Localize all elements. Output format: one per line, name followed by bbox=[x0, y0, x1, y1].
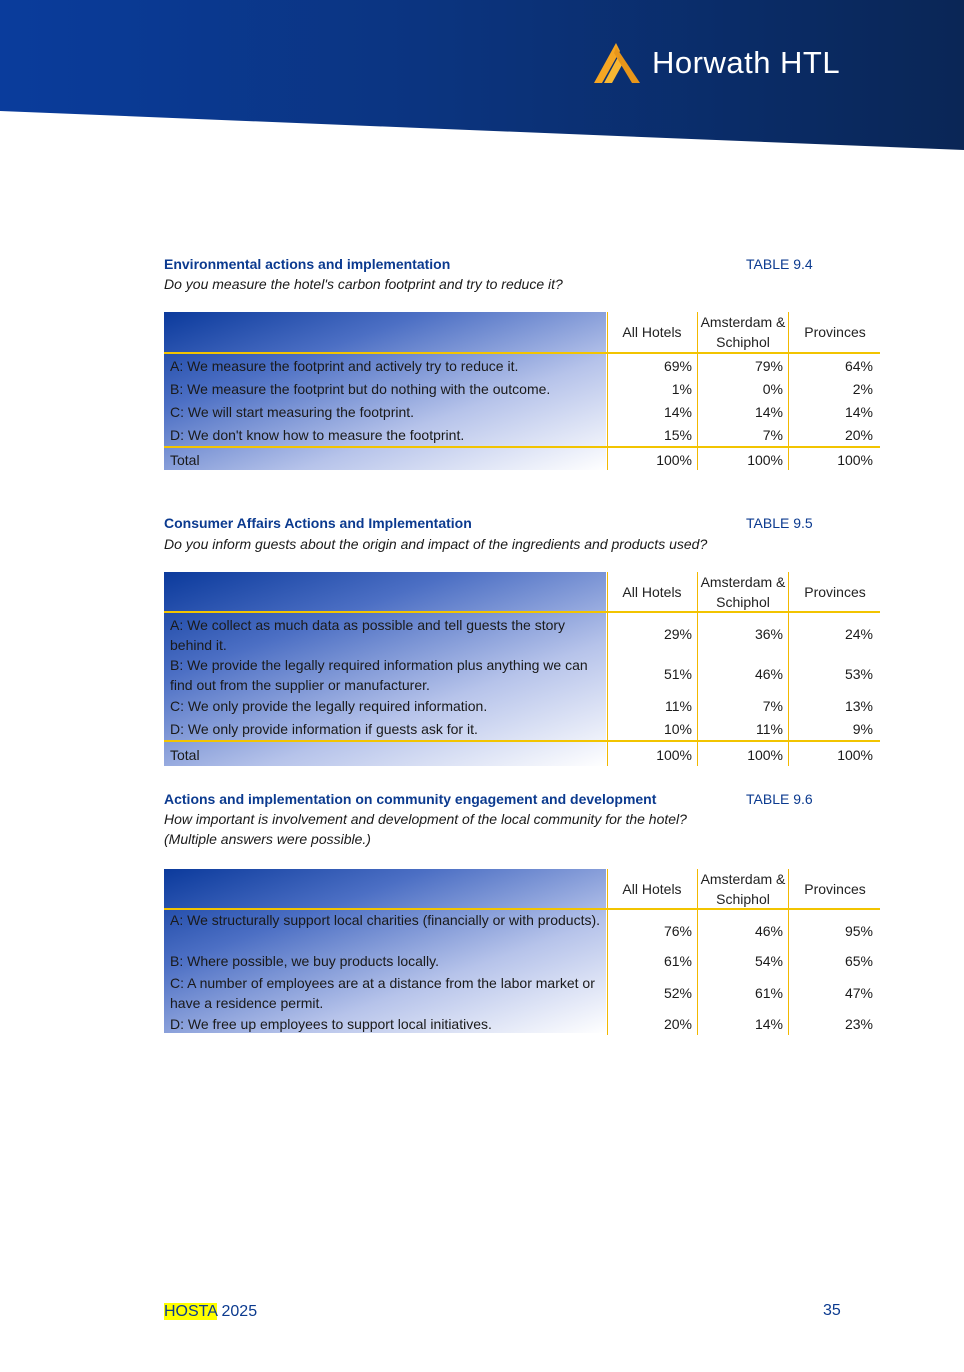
cell-all-hotels: 20% bbox=[663, 1016, 692, 1032]
column-header: All Hotels bbox=[622, 584, 682, 600]
row-label: Total bbox=[170, 452, 200, 468]
column-header: Provinces bbox=[804, 584, 866, 600]
column-header: All Hotels bbox=[622, 324, 682, 340]
row-label: A: We collect as much data as possible and tell guests the story behind it. bbox=[170, 617, 566, 653]
horwath-logo-icon bbox=[594, 43, 640, 83]
row-label: B: We measure the footprint but do nothing with the outcome. bbox=[170, 381, 551, 397]
table-row bbox=[164, 951, 880, 973]
table-row bbox=[164, 402, 880, 424]
cell-provinces: 20% bbox=[844, 427, 873, 443]
cell-amsterdam: 54% bbox=[754, 953, 783, 969]
column-header: Amsterdam & Schiphol bbox=[700, 871, 786, 907]
cell-all-hotels: 100% bbox=[656, 747, 692, 763]
report-name: HOSTA bbox=[164, 1303, 218, 1320]
cell-amsterdam: 7% bbox=[762, 427, 783, 443]
column-header: Amsterdam & Schiphol bbox=[700, 574, 786, 610]
brand-name: Horwath HTL bbox=[652, 45, 841, 80]
brand-logo bbox=[594, 42, 840, 84]
cell-all-hotels: 100% bbox=[656, 452, 692, 468]
table-row bbox=[164, 615, 880, 655]
row-label: C: A number of employees are at a distance from the labor market or have a residence permit. bbox=[170, 975, 595, 1011]
cell-all-hotels: 11% bbox=[665, 698, 692, 714]
cell-amsterdam: 100% bbox=[747, 747, 783, 763]
column-header: Provinces bbox=[804, 324, 866, 340]
table-row bbox=[164, 655, 880, 695]
row-label: D: We only provide information if guests ask for it. bbox=[170, 721, 478, 737]
cell-provinces: 24% bbox=[844, 626, 873, 642]
cell-amsterdam: 46% bbox=[754, 666, 783, 682]
cell-amsterdam: 46% bbox=[754, 923, 783, 939]
table-row bbox=[164, 356, 880, 378]
cell-provinces: 13% bbox=[844, 698, 873, 714]
cell-provinces: 9% bbox=[852, 721, 873, 737]
table-row bbox=[164, 379, 880, 401]
cell-amsterdam: 11% bbox=[756, 721, 783, 737]
header-rule bbox=[164, 611, 880, 613]
row-label: Total bbox=[170, 747, 200, 763]
cell-provinces: 2% bbox=[852, 381, 873, 397]
total-rule bbox=[164, 740, 880, 742]
table-number: TABLE 9.4 bbox=[746, 256, 813, 272]
row-label: A: We structurally support local charities (financially or with products). bbox=[170, 912, 601, 928]
question: How important is involvement and development of the local community for the hotel? bbox=[164, 811, 687, 827]
row-label: B: Where possible, we buy products locally. bbox=[170, 953, 439, 969]
cell-provinces: 47% bbox=[844, 985, 873, 1001]
question-note: (Multiple answers were possible.) bbox=[164, 831, 371, 847]
data-table bbox=[164, 869, 880, 1035]
table-row bbox=[164, 910, 880, 950]
table-row bbox=[164, 425, 880, 447]
row-label: C: We only provide the legally required information. bbox=[170, 698, 488, 714]
cell-amsterdam: 100% bbox=[747, 452, 783, 468]
total-row bbox=[164, 450, 880, 472]
section-title: Consumer Affairs Actions and Implementation bbox=[164, 515, 472, 531]
cell-amsterdam: 7% bbox=[762, 698, 783, 714]
table-row bbox=[164, 719, 880, 741]
cell-amsterdam: 0% bbox=[762, 381, 783, 397]
cell-all-hotels: 61% bbox=[663, 953, 692, 969]
cell-amsterdam: 14% bbox=[754, 1016, 783, 1032]
cell-all-hotels: 76% bbox=[663, 923, 692, 939]
table-number: TABLE 9.6 bbox=[746, 791, 813, 807]
column-header: Provinces bbox=[804, 881, 866, 897]
cell-provinces: 100% bbox=[837, 452, 873, 468]
table-row bbox=[164, 973, 880, 1013]
table-row bbox=[164, 696, 880, 718]
cell-provinces: 95% bbox=[844, 923, 873, 939]
cell-amsterdam: 79% bbox=[754, 358, 783, 374]
table-number: TABLE 9.5 bbox=[746, 515, 813, 531]
section-title: Environmental actions and implementation bbox=[164, 256, 451, 272]
column-header: All Hotels bbox=[622, 881, 682, 897]
table-row bbox=[164, 1014, 880, 1036]
cell-amsterdam: 14% bbox=[754, 404, 783, 420]
cell-provinces: 100% bbox=[837, 747, 873, 763]
question: Do you inform guests about the origin and impact of the ingredients and products used? bbox=[164, 536, 708, 552]
row-label: C: We will start measuring the footprint. bbox=[170, 404, 415, 420]
report-year: 2025 bbox=[221, 1303, 258, 1320]
cell-provinces: 23% bbox=[844, 1016, 873, 1032]
cell-all-hotels: 15% bbox=[663, 427, 692, 443]
footer-report bbox=[164, 1303, 257, 1321]
cell-provinces: 64% bbox=[844, 358, 873, 374]
page-number: 35 bbox=[823, 1302, 841, 1319]
total-rule bbox=[164, 446, 880, 448]
row-label: B: We provide the legally required information plus anything we can find out from the supplier or manufacturer. bbox=[170, 657, 588, 693]
cell-all-hotels: 51% bbox=[663, 666, 692, 682]
cell-provinces: 65% bbox=[844, 953, 873, 969]
section-title: Actions and implementation on community engagement and development bbox=[164, 791, 657, 807]
row-label: A: We measure the footprint and actively try to reduce it. bbox=[170, 358, 519, 374]
data-table bbox=[164, 572, 880, 768]
cell-all-hotels: 69% bbox=[663, 358, 692, 374]
cell-provinces: 53% bbox=[844, 666, 873, 682]
question: Do you measure the hotel's carbon footprint and try to reduce it? bbox=[164, 276, 563, 292]
cell-all-hotels: 52% bbox=[663, 985, 692, 1001]
cell-provinces: 14% bbox=[844, 404, 873, 420]
cell-all-hotels: 1% bbox=[671, 381, 692, 397]
cell-amsterdam: 36% bbox=[754, 626, 783, 642]
header-rule bbox=[164, 352, 880, 354]
total-row bbox=[164, 745, 880, 767]
cell-all-hotels: 29% bbox=[663, 626, 692, 642]
row-label: D: We free up employees to support local initiatives. bbox=[170, 1016, 492, 1032]
cell-all-hotels: 14% bbox=[663, 404, 692, 420]
cell-all-hotels: 10% bbox=[663, 721, 692, 737]
data-table bbox=[164, 312, 880, 472]
row-label: D: We don't know how to measure the footprint. bbox=[170, 427, 465, 443]
column-header: Amsterdam & Schiphol bbox=[700, 314, 786, 350]
cell-amsterdam: 61% bbox=[754, 985, 783, 1001]
